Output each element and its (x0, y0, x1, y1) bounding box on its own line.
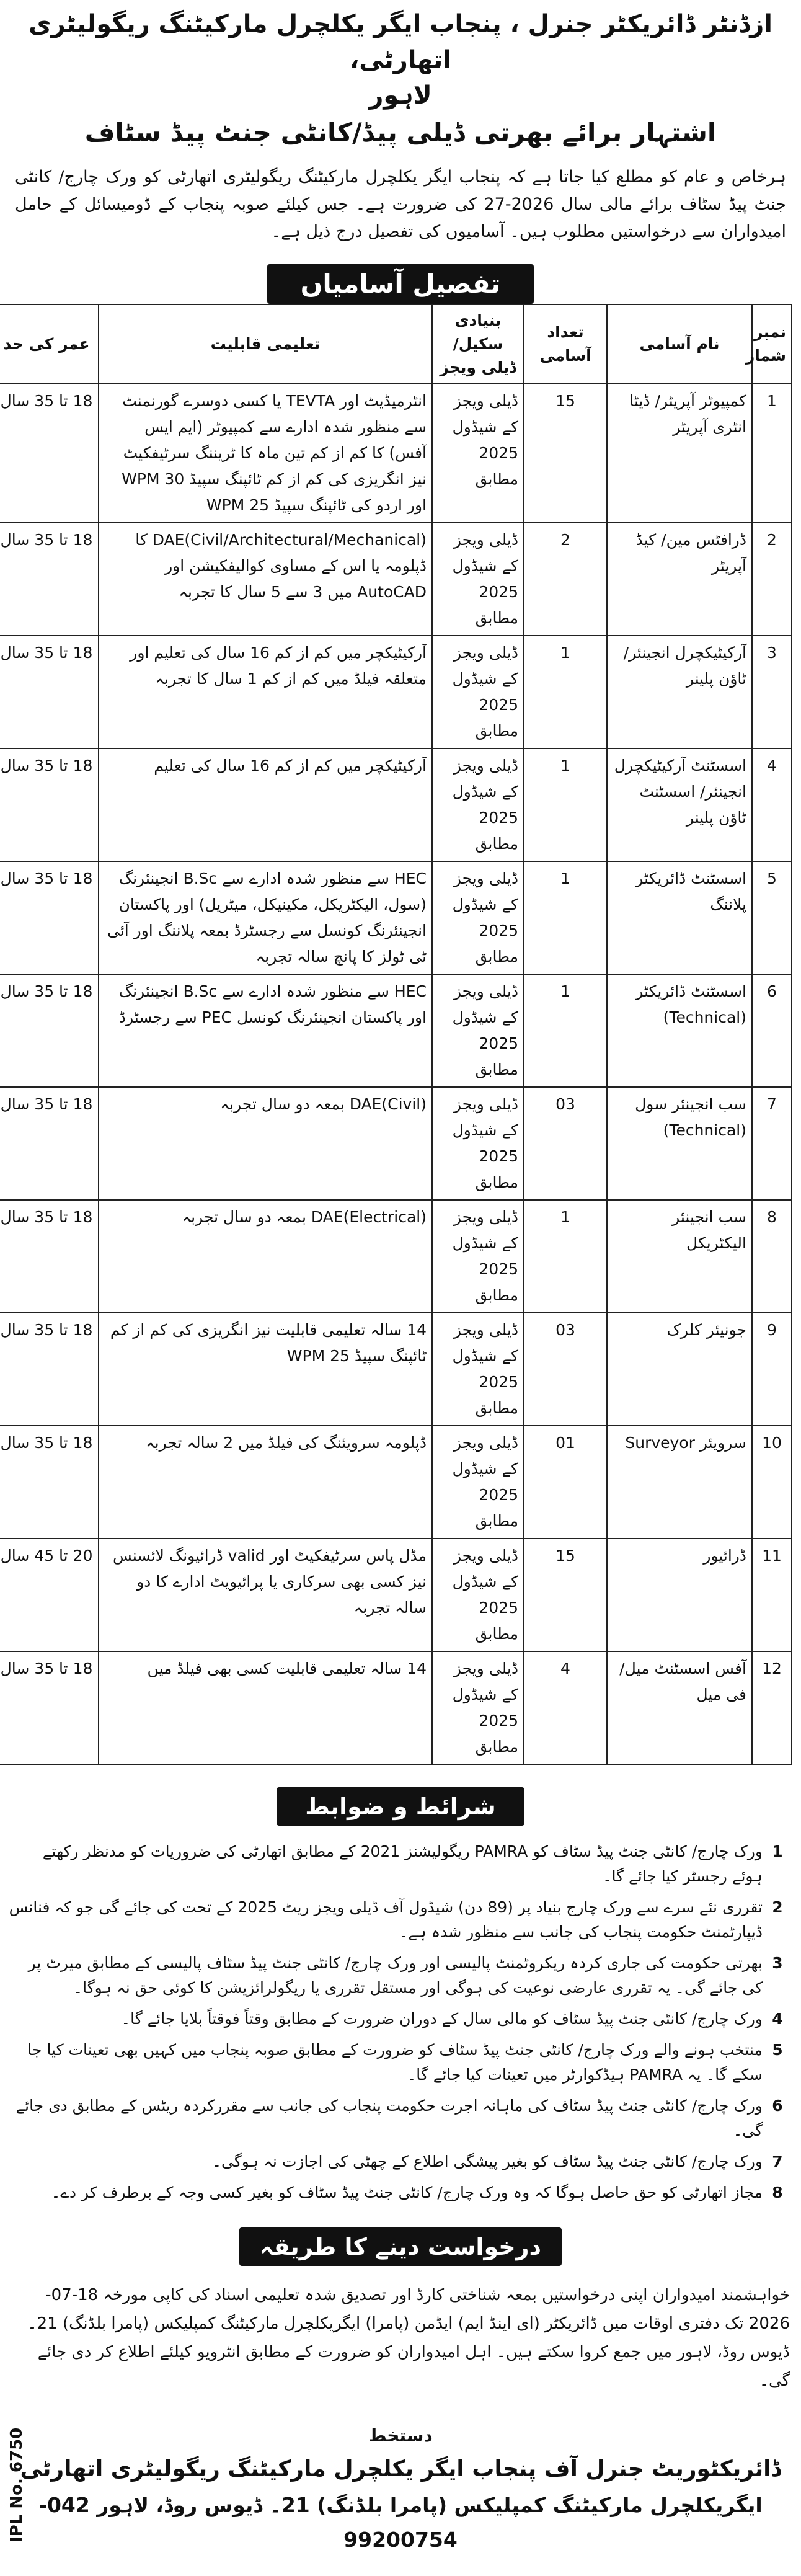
posts-table-header-row (0, 304, 792, 384)
term-text: ورک چارج/ کانٹی جنٹ پیڈ سٹاف کو PAMRA ریگولیشنز 2021 کے مطابق اتھارٹی کی ضروریات کو مدنظر رکھتے ہوئے رجسٹر کیا جائے گا۔ (42, 1842, 763, 1885)
list-item (9, 1951, 792, 2001)
cell-post-count: 1 (524, 974, 607, 1087)
cell-pay-scale: ڈیلی ویجز کے شیڈول 2025 مطابق (432, 384, 524, 523)
list-item (9, 2094, 792, 2143)
cell-age-limit: 18 تا 35 سال (0, 636, 99, 748)
term-number: 7 (772, 2152, 783, 2170)
cell-qualification: 14 سالہ تعلیمی قابلیت کسی بھی فیلڈ میں (99, 1651, 432, 1764)
term-number: 3 (772, 1954, 783, 1972)
cell-pay-scale: ڈیلی ویجز کے شیڈول 2025 مطابق (432, 1087, 524, 1200)
signature-block (9, 2421, 792, 2576)
term-text: بھرتی حکومت کی جاری کردہ ریکروٹمنٹ پالیسی اور ورک چارج/ کانٹی جنٹ پیڈ سٹاف پالیسی کے مطابق میرٹ پر کی جائے گی۔ یہ تقرری عارضی نوعیت کی ہوگی اور مستقل تقرری یا ریگولرائزیشن کا کوئی حق نہ ہوگا۔ (28, 1954, 763, 1997)
term-number: 5 (772, 2041, 783, 2059)
cell-age-limit: 18 تا 35 سال (0, 1313, 99, 1426)
cell-pay-scale: ڈیلی ویجز کے شیڈول 2025 مطابق (432, 1200, 524, 1313)
table-row (0, 1087, 792, 1200)
cell-post-name: جونیئر کلرک (607, 1313, 752, 1426)
cell-post-count: 15 (524, 384, 607, 523)
cell-post-count: 1 (524, 1200, 607, 1313)
cell-sno: 4 (752, 748, 792, 861)
cell-pay-scale: ڈیلی ویجز کے شیڈول 2025 مطابق (432, 523, 524, 636)
cell-pay-scale: ڈیلی ویجز کے شیڈول 2025 مطابق (432, 861, 524, 974)
cell-age-limit: 18 تا 35 سال (0, 974, 99, 1087)
advertisement-page (0, 6, 792, 2576)
terms-list (9, 1839, 792, 2205)
term-number: 8 (772, 2183, 783, 2201)
header (9, 6, 792, 153)
cell-qualification: HEC سے منظور شدہ ادارے سے B.Sc انجینئرنگ (سول، الیکٹریکل، مکینیکل، میٹریل) اور پاکستان انجینئرنگ کونسل سے رجسٹرڈ بمعہ پلاننگ اور آئی ٹی ٹولز کا پانچ سالہ تجربہ (99, 861, 432, 974)
cell-post-name: اسسٹنٹ ڈائریکٹر پلاننگ (607, 861, 752, 974)
cell-post-name: سب انجینئر الیکٹریکل (607, 1200, 752, 1313)
cell-age-limit: 18 تا 35 سال (0, 861, 99, 974)
cell-age-limit: 18 تا 35 سال (0, 523, 99, 636)
term-text: ورک چارج/ کانٹی جنٹ پیڈ سٹاف کی ماہانہ اجرت حکومت پنجاب کی جانب سے مقررکردہ ریٹس کے مطابق دی جائے گی۔ (15, 2097, 763, 2139)
list-item (9, 2038, 792, 2087)
header-pay-scale: بنیادی سکیل/ ڈیلی ویجز (432, 304, 524, 384)
cell-post-count: 15 (524, 1539, 607, 1651)
posts-table (0, 304, 792, 1765)
term-text: ورک چارج/ کانٹی جنٹ پیڈ سٹاف کو بغیر پیشگی اطلاع کے چھٹی کی اجازت نہ ہوگی۔ (212, 2152, 763, 2170)
header-line-2: لاہور (369, 81, 432, 110)
table-row (0, 1313, 792, 1426)
cell-age-limit: 18 تا 35 سال (0, 1426, 99, 1539)
cell-pay-scale: ڈیلی ویجز کے شیڈول 2025 مطابق (432, 974, 524, 1087)
cell-pay-scale: ڈیلی ویجز کے شیڈول 2025 مطابق (432, 636, 524, 748)
cell-sno: 10 (752, 1426, 792, 1539)
cell-qualification: DAE(Electrical) بمعہ دو سال تجربہ (99, 1200, 432, 1313)
ipl-number: IPL No. 6750 (7, 2427, 26, 2543)
cell-sno: 2 (752, 523, 792, 636)
cell-post-name: ڈرائیور (607, 1539, 752, 1651)
cell-post-name: سرویئر Surveyor (607, 1426, 752, 1539)
table-row (0, 748, 792, 861)
signature-office: ڈائریکٹوریٹ جنرل آف پنجاب ایگر یکلچرل مارکیٹنگ ریگولیٹری اتھارٹی (20, 2456, 781, 2482)
header-line-1: ازڈنٹر ڈائریکٹر جنرل ، پنجاب ایگر یکلچرل مارکیٹنگ ریگولیٹری اتھارٹی، (29, 10, 772, 74)
cell-age-limit: 20 تا 45 سال (0, 1539, 99, 1651)
table-row (0, 636, 792, 748)
cell-qualification: ڈپلومہ سرویئنگ کی فیلڈ میں 2 سالہ تجربہ (99, 1426, 432, 1539)
term-number: 4 (772, 2010, 783, 2028)
cell-qualification: HEC سے منظور شدہ ادارے سے B.Sc انجینئرنگ اور پاکستان انجینئرنگ کونسل PEC سے رجسٹرڈ (99, 974, 432, 1087)
table-row (0, 1426, 792, 1539)
cell-sno: 12 (752, 1651, 792, 1764)
cell-sno: 5 (752, 861, 792, 974)
cell-pay-scale: ڈیلی ویجز کے شیڈول 2025 مطابق (432, 748, 524, 861)
table-row (0, 974, 792, 1087)
procedure-text: خواہشمند امیدواران اپنی درخواستیں بمعہ شناختی کارڈ اور تصدیق شدہ تعلیمی اسناد کی کاپی مورخہ 18-07-2026 تک دفتری اوقات میں ڈائریکٹر (ای اینڈ ایم) ایڈمن (پامرا) ایگریکلچرل مارکیٹنگ کمپلیکس (پامرا بلڈنگ) 21۔ ڈیوس روڈ، لاہور میں جمع کروا سکتے ہیں۔ اہل امیدواران کو ضرورت کے مطابق انٹرویو کیلئے اطلاع کر دی جائے گی۔ (27, 2286, 790, 2390)
cell-pay-scale: ڈیلی ویجز کے شیڈول 2025 مطابق (432, 1539, 524, 1651)
term-text: ورک چارج/ کانٹی جنٹ پیڈ سٹاف کو مالی سال کے دوران ضرورت کے مطابق وقتاً فوقتاً بلایا جائے گا۔ (121, 2010, 763, 2028)
cell-qualification: انٹرمیڈیٹ اور TEVTA یا کسی دوسرے گورنمنٹ سے منظور شدہ ادارے سے کمپیوٹر (ایم ایس آفس) کا کم از کم تین ماہ کا ٹریننگ سرٹیفکیٹ نیز انگریزی کی کم از کم ٹائپنگ سپیڈ 30 WPM اور اردو کی ٹائپنگ سپیڈ 25 WPM (99, 384, 432, 523)
cell-post-name: آفس اسسٹنٹ میل/ فی میل (607, 1651, 752, 1764)
table-row (0, 1651, 792, 1764)
cell-post-count: 1 (524, 861, 607, 974)
cell-qualification: آرکیٹیکچر میں کم از کم 16 سال کی تعلیم (99, 748, 432, 861)
cell-post-name: اسسٹنٹ آرکیٹیکچرل انجینئر/ اسسٹنٹ ٹاؤن پلینر (607, 748, 752, 861)
cell-post-count: 03 (524, 1313, 607, 1426)
list-item (9, 1895, 792, 1945)
list-item (9, 1839, 792, 1889)
intro-paragraph: ہرخاص و عام کو مطلع کیا جاتا ہے کہ پنجاب ایگر یکلچرل مارکیٹنگ ریگولیٹری اتھارٹی کو ورک چارج/ کانٹی جنٹ پیڈ سٹاف برائے مالی سال 2026-27 کی ضرورت ہے۔ جس کیلئے صوبہ پنجاب کے ڈومیسائل کے حامل امیدواران سے درخواستیں مطلوب ہیں۔ آسامیوں کی تفصیل درج ذیل ہے۔ (15, 167, 786, 241)
procedure-section-title: درخواست دینے کا طریقہ (239, 2227, 562, 2266)
cell-post-count: 1 (524, 748, 607, 861)
cell-post-name: ڈرافٹس مین/ کیڈ آپریٹر (607, 523, 752, 636)
table-row (0, 1539, 792, 1651)
cell-age-limit: 18 تا 35 سال (0, 748, 99, 861)
terms-section-title: شرائط و ضوابط (277, 1787, 524, 1826)
list-item (9, 2007, 792, 2032)
ipl-number-wrap (2, 2412, 25, 2549)
cell-sno: 11 (752, 1539, 792, 1651)
posts-section-title: تفصیل آسامیاں (267, 264, 534, 304)
cell-post-name: کمپیوٹر آپریٹر/ ڈیٹا انٹری آپریٹر (607, 384, 752, 523)
term-text: منتخب ہونے والے ورک چارج/ کانٹی جنٹ پیڈ سٹاف کو ضرورت کے مطابق صوبہ پنجاب میں کہیں بھی تعینات کیا جا سکے گا۔ یہ PAMRA ہیڈکوارٹر میں تعینات کیا جائے گا۔ (27, 2041, 763, 2084)
cell-pay-scale: ڈیلی ویجز کے شیڈول 2025 مطابق (432, 1651, 524, 1764)
cell-post-count: 4 (524, 1651, 607, 1764)
cell-age-limit: 18 تا 35 سال (0, 384, 99, 523)
cell-post-count: 2 (524, 523, 607, 636)
cell-post-name: آرکیٹیکچرل انجینئر/ ٹاؤن پلینر (607, 636, 752, 748)
cell-post-count: 01 (524, 1426, 607, 1539)
term-text: مجاز اتھارٹی کو حق حاصل ہوگا کہ وہ ورک چارج/ کانٹی جنٹ پیڈ سٹاف کو بغیر کسی وجہ کے برطرف کر دے۔ (51, 2183, 763, 2201)
cell-sno: 1 (752, 384, 792, 523)
cell-pay-scale: ڈیلی ویجز کے شیڈول 2025 مطابق (432, 1313, 524, 1426)
header-line-3: اشتہار برائے بھرتی ڈیلی پیڈ/کانٹی جنٹ پیڈ سٹاف (84, 117, 717, 148)
cell-post-name: سب انجینئر سول (Technical) (607, 1087, 752, 1200)
term-number: 1 (772, 1842, 783, 1860)
cell-age-limit: 18 تا 35 سال (0, 1087, 99, 1200)
header-qualification: تعلیمی قابلیت (99, 304, 432, 384)
header-sno: نمبر شمار (752, 304, 792, 384)
list-item (9, 2180, 792, 2205)
term-text: تقرری نئے سرے سے ورک چارج بنیاد پر (89 دن) شیڈول آف ڈیلی ویجز ریٹ 2025 کے تحت کی جائے گی جو کہ فنانس ڈیپارٹمنٹ حکومت پنجاب کی جانب سے منظور شدہ ہے۔ (9, 1898, 763, 1941)
cell-sno: 8 (752, 1200, 792, 1313)
cell-qualification: 14 سالہ تعلیمی قابلیت نیز انگریزی کی کم از کم ٹائپنگ سپیڈ 25 WPM (99, 1313, 432, 1426)
cell-sno: 6 (752, 974, 792, 1087)
cell-age-limit: 18 تا 35 سال (0, 1651, 99, 1764)
cell-sno: 9 (752, 1313, 792, 1426)
table-row (0, 861, 792, 974)
list-item (9, 2149, 792, 2174)
signature-label: دستخط (368, 2425, 433, 2446)
header-post-count: تعداد آسامی (524, 304, 607, 384)
header-age-limit: عمر کی حد (0, 304, 99, 384)
cell-qualification: آرکیٹیکچر میں کم از کم 16 سال کی تعلیم اور متعلقہ فیلڈ میں کم از کم 1 سال کا تجربہ (99, 636, 432, 748)
cell-pay-scale: ڈیلی ویجز کے شیڈول 2025 مطابق (432, 1426, 524, 1539)
term-number: 6 (772, 2097, 783, 2115)
cell-post-count: 03 (524, 1087, 607, 1200)
header-post-name: نام آسامی (607, 304, 752, 384)
cell-post-count: 1 (524, 636, 607, 748)
table-row (0, 1200, 792, 1313)
cell-sno: 3 (752, 636, 792, 748)
cell-qualification: DAE(Civil) بمعہ دو سال تجربہ (99, 1087, 432, 1200)
cell-qualification: مڈل پاس سرٹیفکیٹ اور valid ڈرائیونگ لائسنس نیز کسی بھی سرکاری یا پرائیویٹ ادارے کا دو سالہ تجربہ (99, 1539, 432, 1651)
table-row (0, 384, 792, 523)
table-row (0, 523, 792, 636)
cell-sno: 7 (752, 1087, 792, 1200)
cell-age-limit: 18 تا 35 سال (0, 1200, 99, 1313)
cell-post-name: اسسٹنٹ ڈائریکٹر (Technical) (607, 974, 752, 1087)
signature-address: ایگریکلچرل مارکیٹنگ کمپلیکس (پامرا بلڈنگ) 21۔ ڈیوس روڈ، لاہور 042-99200754 (38, 2493, 763, 2552)
term-number: 2 (772, 1898, 783, 1916)
cell-qualification: DAE(Civil/Architectural/Mechanical) کا ڈپلومہ یا اس کے مساوی کوالیفکیشن اور AutoCAD میں 3 سے 5 سال کا تجربہ (99, 523, 432, 636)
